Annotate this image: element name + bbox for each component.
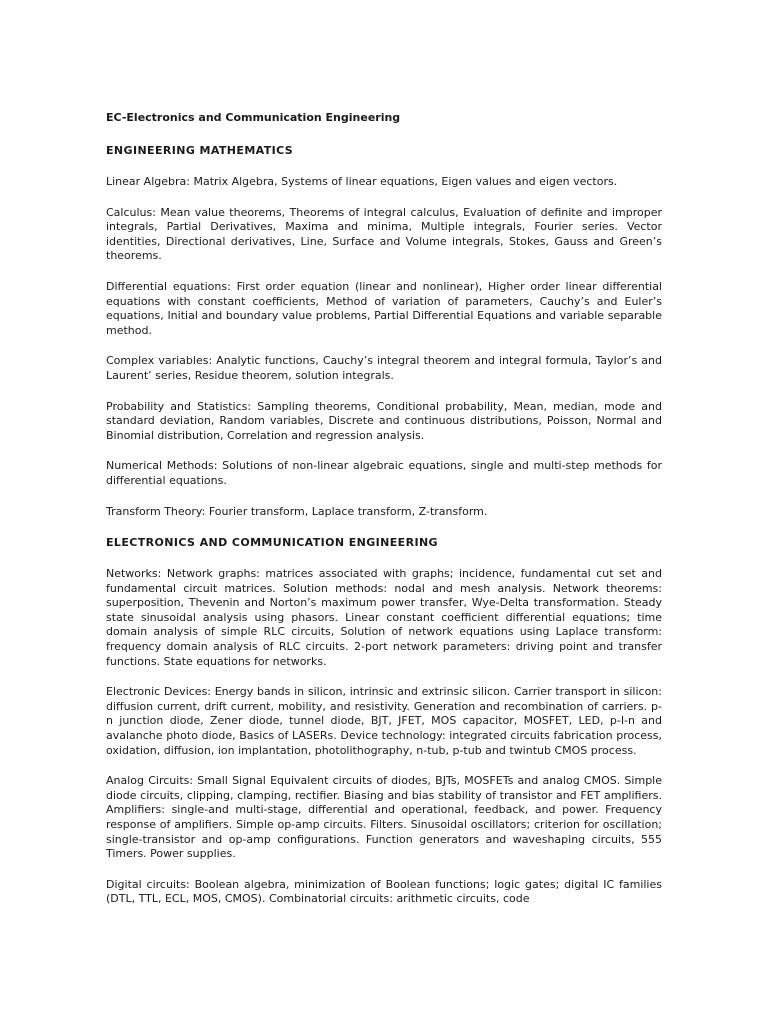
paragraph-differential-equations: Differential equations: First order equation (linear and nonlinear), Higher order linear differential equations with constant coefficients, Method of variation of parameters, Cauchy’s and Euler’s equations, Initial and boundary value problems, Partial Differential Equations and variable separable method. (106, 279, 662, 337)
paragraph-calculus: Calculus: Mean value theorems, Theorems of integral calculus, Evaluation of definite and improper integrals, Partial Derivatives, Maxima and minima, Multiple integrals, Fourier series. Vector identities, Directional derivatives, Line, Surface and Volume integrals, Stokes, Gauss and Green’s theorems. (106, 205, 662, 263)
paragraph-electronic-devices: Electronic Devices: Energy bands in silicon, intrinsic and extrinsic silicon. Carrier transport in silicon: diffusion current, drift current, mobility, and resistivity. Generation and recombination of carriers. p-n junction diode, Zener diode, tunnel diode, BJT, JFET, MOS capacitor, MOSFET, LED, p-I-n and avalanche photo diode, Basics of LASERs. Device technology: integrated circuits fabrication process, oxidation, diffusion, ion implantation, photolithography, n-tub, p-tub and twintub CMOS process. (106, 685, 662, 757)
paragraph-probability-statistics: Probability and Statistics: Sampling theorems, Conditional probability, Mean, median, mode and standard deviation, Random variables, Discrete and continuous distributions, Poisson, Normal and Binomial distribution, Correlation and regression analysis. (106, 399, 662, 442)
paragraph-networks: Networks: Network graphs: matrices associated with graphs; incidence, fundamental cut set and fundamental circuit matrices. Solution methods: nodal and mesh analysis. Network theorems: superposition, Thevenin and Norton’s maximum power transfer, Wye-Delta transformation. Steady state sinusoidal analysis using phasors. Linear constant coefficient differential equations; time domain analysis of simple RLC circuits, Solution of network equations using Laplace transform: frequency domain analysis of RLC circuits. 2-port network parameters: driving point and transfer functions. State equations for networks. (106, 567, 662, 668)
section-engineering-mathematics (106, 143, 662, 519)
paragraph-linear-algebra: Linear Algebra: Matrix Algebra, Systems of linear equations, Eigen values and eigen vectors. (106, 175, 618, 188)
paragraph-transform-theory: Transform Theory: Fourier transform, Laplace transform, Z-transform. (106, 504, 488, 518)
paragraph-numerical-methods: Numerical Methods: Solutions of non-linear algebraic equations, single and multi-step methods for differential equations. (106, 459, 662, 487)
section-heading: ELECTRONICS AND COMMUNICATION ENGINEERING (106, 536, 438, 550)
paragraph-digital-circuits: Digital circuits: Boolean algebra, minimization of Boolean functions; logic gates; digital IC families (DTL, TTL, ECL, MOS, CMOS). Combinatorial circuits: arithmetic circuits, code (106, 877, 662, 906)
section-heading: ENGINEERING MATHEMATICS (106, 144, 294, 157)
document-title: EC-Electronics and Communication Engineering (106, 111, 401, 124)
paragraph-complex-variables: Complex variables: Analytic functions, Cauchy’s integral theorem and integral formula, Taylor’s and Laurent’ series, Residue theorem, solution integrals. (106, 354, 662, 382)
paragraph-analog-circuits: Analog Circuits: Small Signal Equivalent circuits of diodes, BJTs, MOSFETs and analog CMOS. Simple diode circuits, clipping, clamping, rectifier. Biasing and bias stability of transistor and FET amplifiers. Amplifiers: single-and multi-stage, differential and operational, feedback, and power. Frequency response of amplifiers. Simple op-amp circuits. Filters. Sinusoidal oscillators; criterion for oscillation; single-transistor and op-amp configurations. Function generators and waveshaping circuits, 555 Timers. Power supplies. (106, 774, 662, 861)
section-electronics-communication (106, 535, 662, 907)
document-page (106, 110, 662, 923)
